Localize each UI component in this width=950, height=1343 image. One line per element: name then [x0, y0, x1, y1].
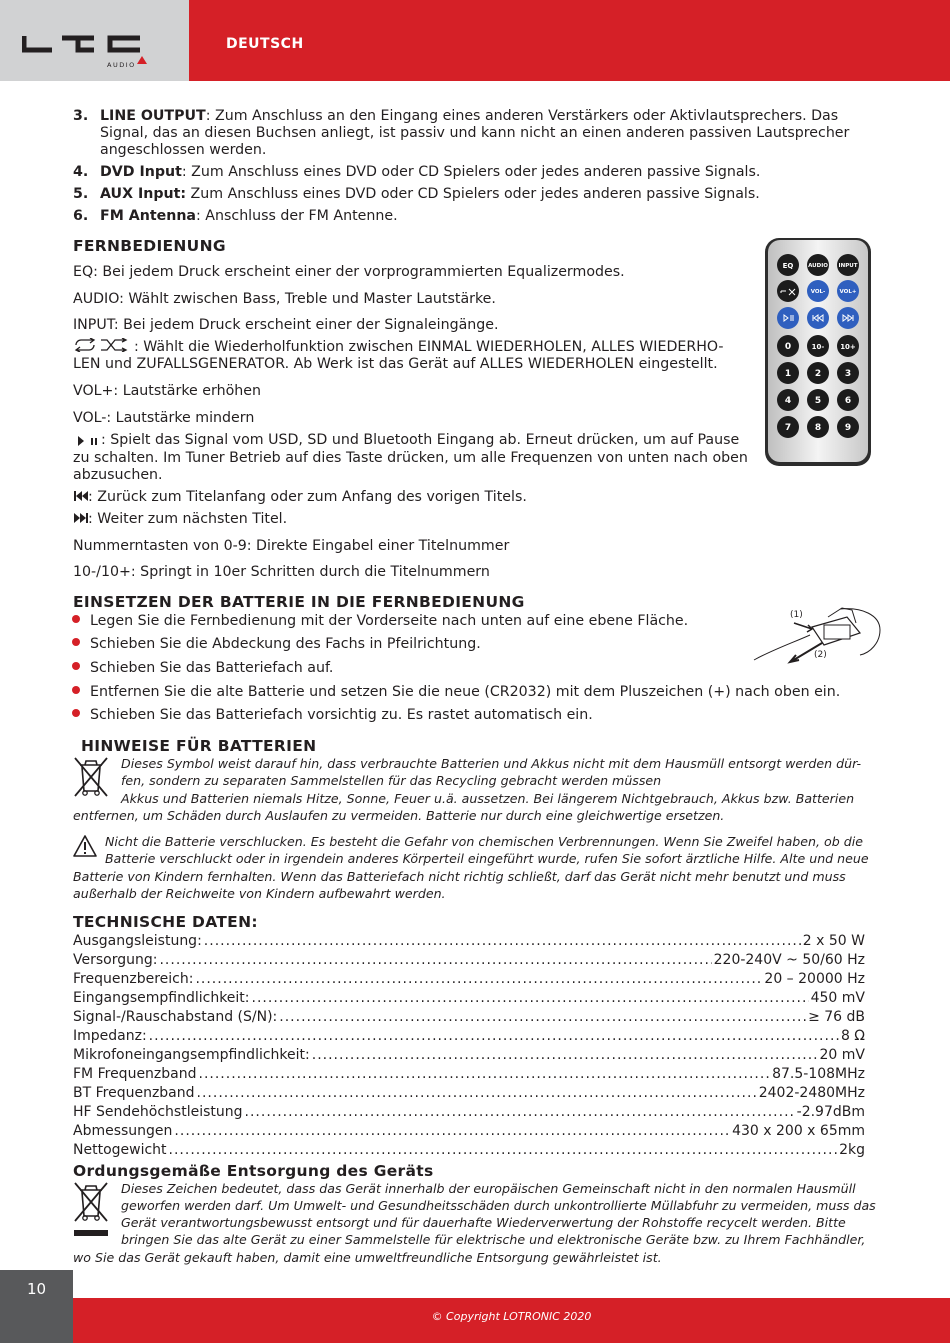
figure-label: (1)	[790, 610, 803, 620]
remote-button-label: 5	[814, 396, 822, 406]
bullet-icon	[72, 638, 80, 646]
remote-button-label: 10+	[840, 343, 856, 351]
bullet-icon	[72, 709, 80, 717]
battery-step: Schieben Sie das Batteriefach auf.	[90, 660, 334, 676]
remote-button-label: INPUT	[838, 263, 858, 269]
weee-bin-icon	[71, 755, 111, 799]
remote-buttons	[777, 254, 859, 438]
spec-label: Mikrofoneingangsempfindlichkeit:	[73, 1047, 310, 1063]
previous-text: : Zurück zum Titelanfang oder zum Anfang des vorigen Titels.	[88, 489, 527, 505]
spec-label: Ausgangsleistung:	[73, 933, 202, 949]
remote-button-label: 0	[784, 342, 792, 352]
copyright-text: © Copyright LOTRONIC 2020	[431, 1310, 592, 1323]
battery-step: Entfernen Sie die alte Batterie und setzen Sie die neue (CR2032) mit dem Pluszeichen (+) nach oben ein.	[90, 684, 841, 700]
spec-value: 2402-2480MHz	[758, 1085, 865, 1101]
spec-row	[73, 1047, 865, 1066]
item-text: : Anschluss der FM Antenne.	[196, 208, 398, 224]
item-text: : Zum Anschluss eines DVD oder CD Spielers oder jedes anderen passive Signals.	[181, 164, 761, 180]
disposal-heading: Ordungsgemäße Entsorgung des Geräts	[73, 1162, 434, 1180]
disposal-text: wo Sie das Gerät gekauft haben, damit eine umweltfreundliche Entsorgung gewährleistet ist.	[73, 1250, 662, 1265]
disposal-text: bringen Sie das alte Gerät zu einer Sammelstelle für elektrische und elektronische Geräte bzw. zu Ihrem Fachhändler,	[121, 1232, 866, 1247]
leader-dots	[174, 1123, 730, 1139]
spec-row	[73, 1123, 865, 1142]
repeat-icon	[73, 338, 131, 352]
warning-text: Batterie von Kindern fernhalten. Wenn das Batteriefach nicht richtig schließt, darf das Gerät nicht mehr benutzt und muss	[73, 869, 846, 884]
remote-button-label: VOL+	[839, 289, 857, 295]
spec-value: 87.5-108MHz	[772, 1066, 865, 1082]
audio-text: AUDIO: Wählt zwischen Bass, Treble und Master Lautstärke.	[73, 291, 496, 307]
hint-text: Dieses Symbol weist darauf hin, dass verbrauchte Batterien und Akkus nicht mit dem Hausmüll entsorgt werden dür-	[121, 756, 862, 771]
item-number: 5.	[73, 186, 89, 202]
list-item	[100, 164, 760, 181]
weee-disposal-icon	[71, 1180, 111, 1238]
bullet-icon	[72, 662, 80, 670]
voldown-text: VOL-: Lautstärke mindern	[73, 410, 255, 426]
leader-dots	[204, 933, 801, 949]
hint-text: fen, sondern zu separaten Sammelstellen für das Recycling gebracht werden müssen	[121, 773, 662, 788]
remote-button-label: 6	[844, 396, 852, 406]
play-text: zu schalten. Im Tuner Betrieb auf dies Taste drücken, um alle Frequenzen von unten nach oben	[73, 450, 748, 466]
item-title: FM Antenna	[100, 208, 197, 224]
spec-row	[73, 1142, 865, 1161]
spec-value: 20 mV	[819, 1047, 865, 1063]
leader-dots	[245, 1104, 795, 1120]
remote-button-label: AUDIO	[808, 263, 828, 269]
remote-button-label: 7	[784, 423, 792, 433]
list-item	[100, 108, 838, 125]
play-pause-icon	[76, 434, 104, 448]
spec-row	[73, 1028, 865, 1047]
spec-row	[73, 990, 865, 1009]
spec-value: 20 – 20000 Hz	[764, 971, 865, 987]
leader-dots	[252, 990, 809, 1006]
spec-label: FM Frequenzband	[73, 1066, 197, 1082]
volup-text: VOL+: Lautstärke erhöhen	[73, 383, 261, 399]
battery-insertion-figure	[752, 605, 882, 667]
spec-label: Abmessungen	[73, 1123, 173, 1139]
figure-label: (2)	[814, 650, 827, 660]
item-number: 6.	[73, 208, 89, 224]
warning-icon	[72, 834, 98, 858]
disposal-text: Gerät verantwortungsbewusst entsorgt und für dauerhafte Wiederverwertung der Rohstoffe recycelt werden. Bitte	[121, 1215, 846, 1230]
spec-label: Versorgung:	[73, 952, 158, 968]
next-icon	[73, 512, 89, 524]
spec-value: 2kg	[839, 1142, 865, 1158]
bullet-icon	[72, 686, 80, 694]
battery-step: Schieben Sie die Abdeckung des Fachs in Pfeilrichtung.	[90, 636, 481, 652]
item-title: LINE OUTPUT	[100, 108, 206, 124]
remote-button-label: 3	[844, 369, 852, 379]
remote-button-label: VOL-	[810, 289, 826, 295]
hint-text: Akkus und Batterien niemals Hitze, Sonne, Feuer u.ä. aussetzen. Bei längerem Nichtgebrauch, Akkus bzw. Batterien	[121, 791, 855, 806]
battery-step: Schieben Sie das Batteriefach vorsichtig zu. Es rastet automatisch ein.	[90, 707, 593, 723]
spec-label: Eingangsempfindlichkeit:	[73, 990, 250, 1006]
repeat-text: : Wählt die Wiederholfunktion zwischen EINMAL WIEDERHOLEN, ALLES WIEDERHO-	[134, 339, 724, 355]
list-item	[100, 208, 398, 225]
next-text: : Weiter zum nächsten Titel.	[88, 511, 288, 527]
spec-label: Signal-/Rauschabstand (S/N):	[73, 1009, 278, 1025]
hint-text: entfernen, um Schäden durch Auslaufen zu vermeiden. Batterie nur durch eine gleichwertige ersetzen.	[73, 808, 725, 823]
remote-heading: FERNBEDIENUNG	[73, 237, 226, 255]
header-logo-area	[0, 0, 189, 81]
logo-subtitle: AUDIO	[107, 61, 136, 69]
item-text: Signal, das an diesen Buchsen anliegt, ist passiv und kann nicht an einen anderen passiven Lautsprecher	[100, 125, 850, 141]
list-item	[100, 186, 760, 203]
previous-icon	[73, 490, 89, 502]
spec-row	[73, 1085, 865, 1104]
disposal-text: Dieses Zeichen bedeutet, dass das Gerät innerhalb der europäischen Gemeinschaft nicht in den normalen Hausmüll	[121, 1181, 856, 1196]
spec-label: BT Frequenzband	[73, 1085, 195, 1101]
disposal-text: geworfen werden darf. Um Umwelt- und Gesundheitsschäden durch unkontrollierte Müllabfuhr zu vermeiden, muss das	[121, 1198, 876, 1213]
spec-value: 2 x 50 W	[802, 933, 865, 949]
warning-text: außerhalb der Reichweite von Kindern aufbewahrt werden.	[73, 886, 446, 901]
leader-dots	[195, 971, 762, 987]
remote-button-label: 4	[784, 396, 792, 406]
play-text: abzusuchen.	[73, 467, 163, 483]
remote-button	[777, 280, 799, 302]
item-title: DVD Input	[100, 164, 182, 180]
item-number: 3.	[73, 108, 89, 124]
item-text: Zum Anschluss eines DVD oder CD Spielers oder jedes anderen passive Signals.	[186, 186, 760, 202]
spec-value: 8 Ω	[840, 1028, 865, 1044]
remote-button-label: 9	[844, 423, 852, 433]
repeat-text: LEN und ZUFALLSGENERATOR. Ab Werk ist das Gerät auf ALLES WIEDERHOLEN eingestellt.	[73, 356, 718, 372]
spec-value: 220-240V ~ 50/60 Hz	[713, 952, 865, 968]
spec-label: Impedanz:	[73, 1028, 147, 1044]
warning-text: Batterie verschluckt oder in irgendein anderes Körperteil eingeführt wurde, rufen Sie sofort ärztliche Hilfe. Alte und neue	[105, 851, 869, 866]
leader-dots	[169, 1142, 838, 1158]
leader-dots	[312, 1047, 818, 1063]
tens-text: 10-/10+: Springt in 10er Schritten durch die Titelnummern	[73, 564, 490, 580]
spec-row	[73, 1104, 865, 1123]
remote-button-label: 1	[784, 369, 792, 379]
leader-dots	[197, 1085, 757, 1101]
spec-value: 430 x 200 x 65mm	[732, 1123, 865, 1139]
spec-row	[73, 952, 865, 971]
warning-text: Nicht die Batterie verschlucken. Es besteht die Gefahr von chemischen Verbrennungen. Wenn Sie Zweifel haben, ob die	[105, 834, 863, 849]
spec-label: HF Sendehöchstleistung	[73, 1104, 243, 1120]
battery-heading: EINSETZEN DER BATTERIE IN DIE FERNBEDIENUNG	[73, 593, 525, 611]
spec-value: ≥ 76 dB	[808, 1009, 865, 1025]
remote-button-label: 10-	[811, 343, 825, 351]
bullet-icon	[72, 615, 80, 623]
item-text: angeschlossen werden.	[100, 142, 267, 158]
spec-row	[73, 971, 865, 990]
spec-row	[73, 1066, 865, 1085]
leader-dots	[149, 1028, 839, 1044]
input-text: INPUT: Bei jedem Druck erscheint einer der Signaleingänge.	[73, 317, 499, 333]
item-number: 4.	[73, 164, 89, 180]
hints-heading: HINWEISE FÜR BATTERIEN	[81, 737, 317, 755]
spec-label: Nettogewicht	[73, 1142, 167, 1158]
spec-value: -2.97dBm	[796, 1104, 865, 1120]
spec-row	[73, 933, 865, 952]
remote-control-illustration	[763, 236, 873, 468]
spec-value: 450 mV	[810, 990, 865, 1006]
specs-table	[73, 933, 865, 1161]
specs-heading: TECHNISCHE DATEN:	[73, 913, 258, 931]
spec-label: Frequenzbereich:	[73, 971, 194, 987]
page-number: 10	[26, 1280, 47, 1298]
leader-dots	[159, 952, 711, 968]
numbers-text: Nummerntasten von 0-9: Direkte Eingabel einer Titelnummer	[73, 538, 510, 554]
battery-step: Legen Sie die Fernbedienung mit der Vorderseite nach unten auf eine ebene Fläche.	[90, 613, 689, 629]
remote-button-label: EQ	[782, 262, 794, 270]
item-title: AUX Input:	[100, 186, 187, 202]
remote-button-label: 2	[814, 369, 822, 379]
language-label: DEUTSCH	[226, 36, 304, 52]
spec-row	[73, 1009, 865, 1028]
play-text: : Spielt das Signal vom USD, SD und Bluetooth Eingang ab. Erneut drücken, um auf Pause	[101, 432, 740, 448]
leader-dots	[279, 1009, 806, 1025]
leader-dots	[199, 1066, 771, 1082]
remote-button-label: 8	[814, 423, 822, 433]
eq-text: EQ: Bei jedem Druck erscheint einer der vorprogrammierten Equalizermodes.	[73, 264, 625, 280]
item-text: : Zum Anschluss an den Eingang eines anderen Verstärkers oder Aktivlautsprechers. Das	[205, 108, 839, 124]
